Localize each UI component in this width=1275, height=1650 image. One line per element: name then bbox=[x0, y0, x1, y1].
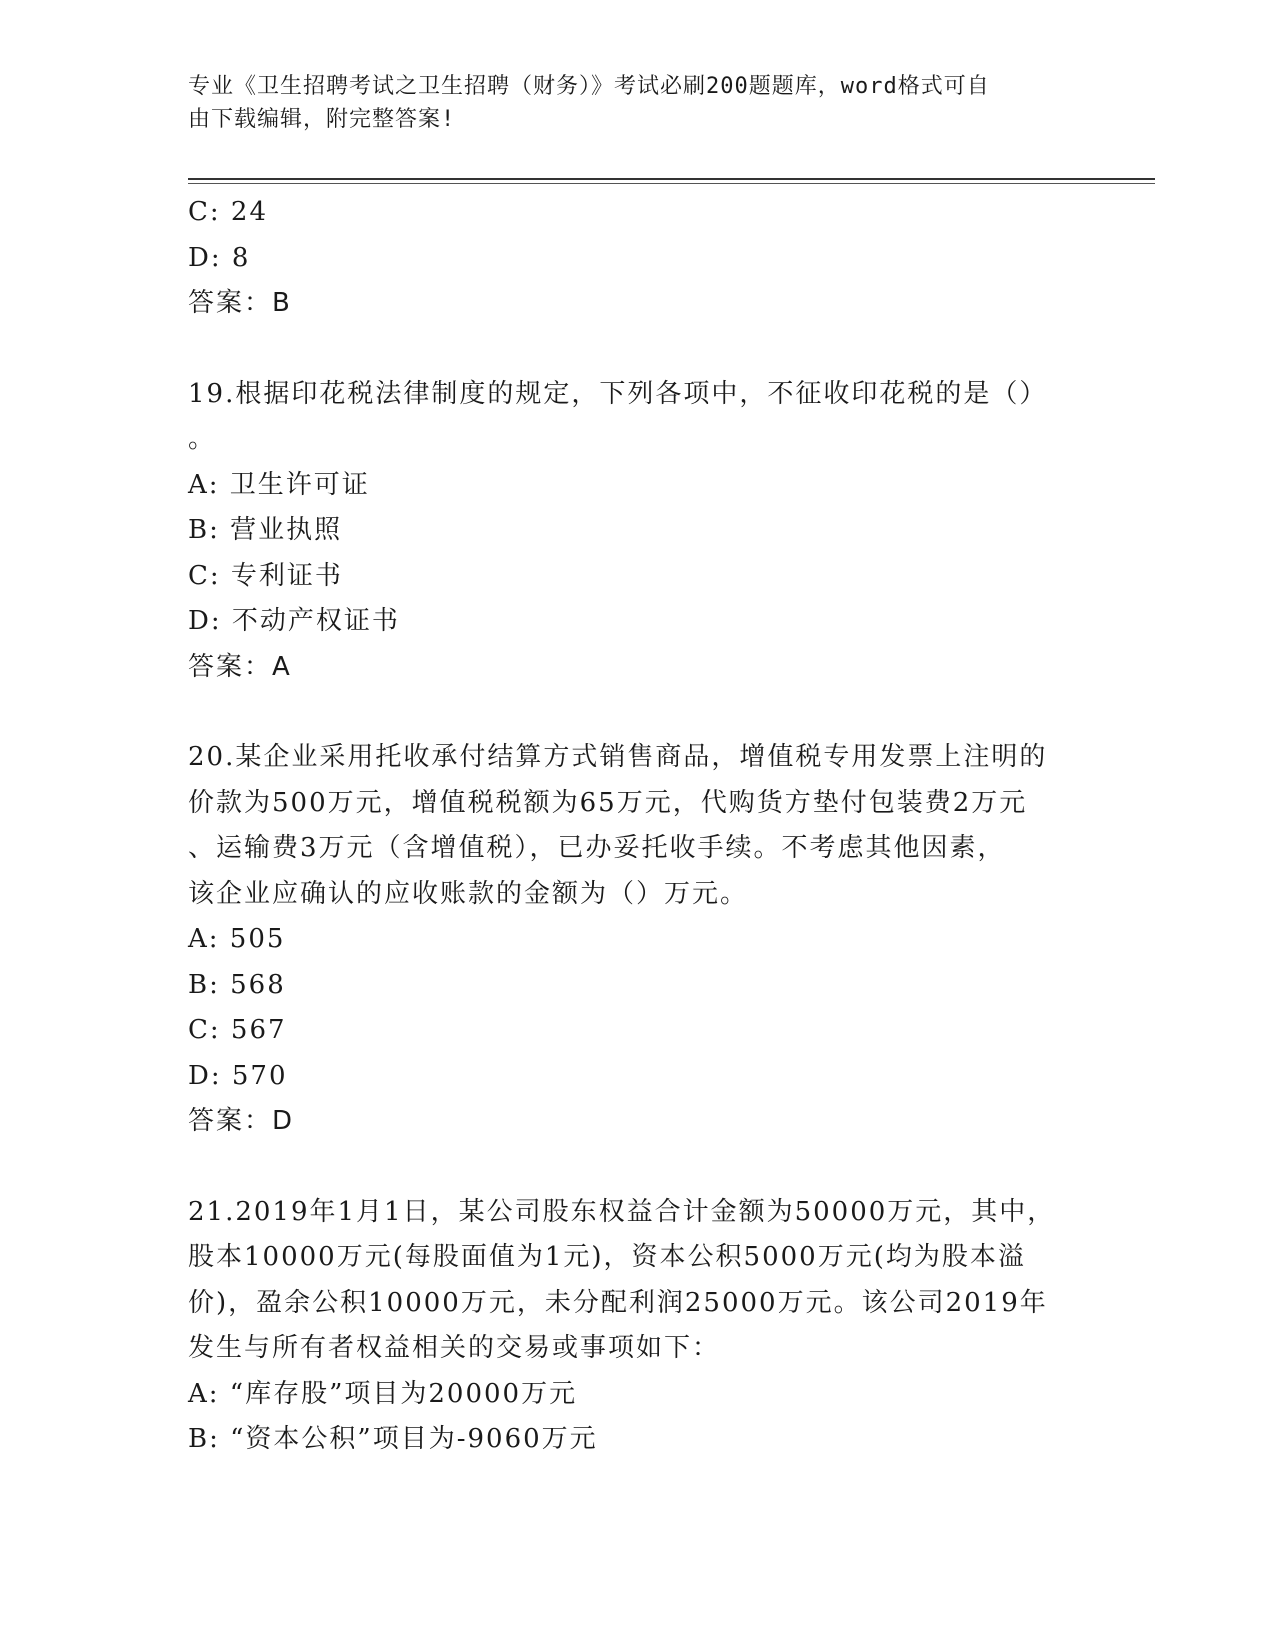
question-21-text: 发生与所有者权益相关的交易或事项如下： bbox=[188, 1333, 721, 1363]
answer: 答案：B bbox=[188, 288, 292, 318]
question-content bbox=[188, 190, 1088, 1463]
question-21-text: 股本10000万元(每股面值为1元)，资本公积5000万元(均为股本溢 bbox=[188, 1242, 1026, 1272]
document-header bbox=[188, 70, 1068, 136]
option-d: D: 不动产权证书 bbox=[188, 606, 400, 636]
header-divider bbox=[188, 178, 1155, 180]
answer: 答案：D bbox=[188, 1106, 295, 1136]
question-20-text: 价款为500万元，增值税税额为65万元，代购货方垫付包装费2万元 bbox=[188, 787, 1028, 818]
header-divider-thin bbox=[188, 183, 1155, 184]
option-c: C: 24 bbox=[188, 197, 269, 227]
option-a: A: 卫生许可证 bbox=[188, 469, 370, 500]
option-c: C: 专利证书 bbox=[188, 560, 343, 591]
option-b: B: 营业执照 bbox=[188, 515, 343, 545]
option-a: A: 505 bbox=[188, 924, 286, 954]
question-19-text: 19.根据印花税法律制度的规定，下列各项中，不征收印花税的是（） bbox=[188, 378, 1048, 409]
option-d: D: 570 bbox=[188, 1060, 288, 1091]
answer: 答案：A bbox=[188, 651, 292, 682]
question-19-text: 。 bbox=[188, 424, 217, 454]
question-21-text: 21.2019年1月1日，某公司股东权益合计金额为50000万元，其中， bbox=[188, 1196, 1056, 1227]
question-20-text: 该企业应确认的应收账款的金额为（）万元。 bbox=[188, 878, 749, 909]
question-20-text: 20.某企业采用托收承付结算方式销售商品，增值税专用发票上注明的 bbox=[188, 742, 1048, 772]
question-21-text: 价)，盈余公积10000万元，未分配利润25000万元。该公司2019年 bbox=[188, 1287, 1048, 1318]
option-a: A: “库存股”项目为20000万元 bbox=[188, 1378, 578, 1409]
header-title-line-2: 由下载编辑，附完整答案! bbox=[188, 107, 456, 132]
option-b: B: 568 bbox=[188, 969, 286, 1000]
option-b: B: “资本公积”项目为-9060万元 bbox=[188, 1424, 598, 1454]
option-c: C: 567 bbox=[188, 1015, 287, 1045]
option-d: D: 8 bbox=[188, 242, 251, 273]
question-20-text: 、运输费3万元（含增值税），已办妥托收手续。不考虑其他因素， bbox=[188, 833, 1006, 863]
header-title-line-1: 专业《卫生招聘考试之卫生招聘（财务）》考试必刷200题题库，word格式可自 bbox=[188, 74, 990, 99]
